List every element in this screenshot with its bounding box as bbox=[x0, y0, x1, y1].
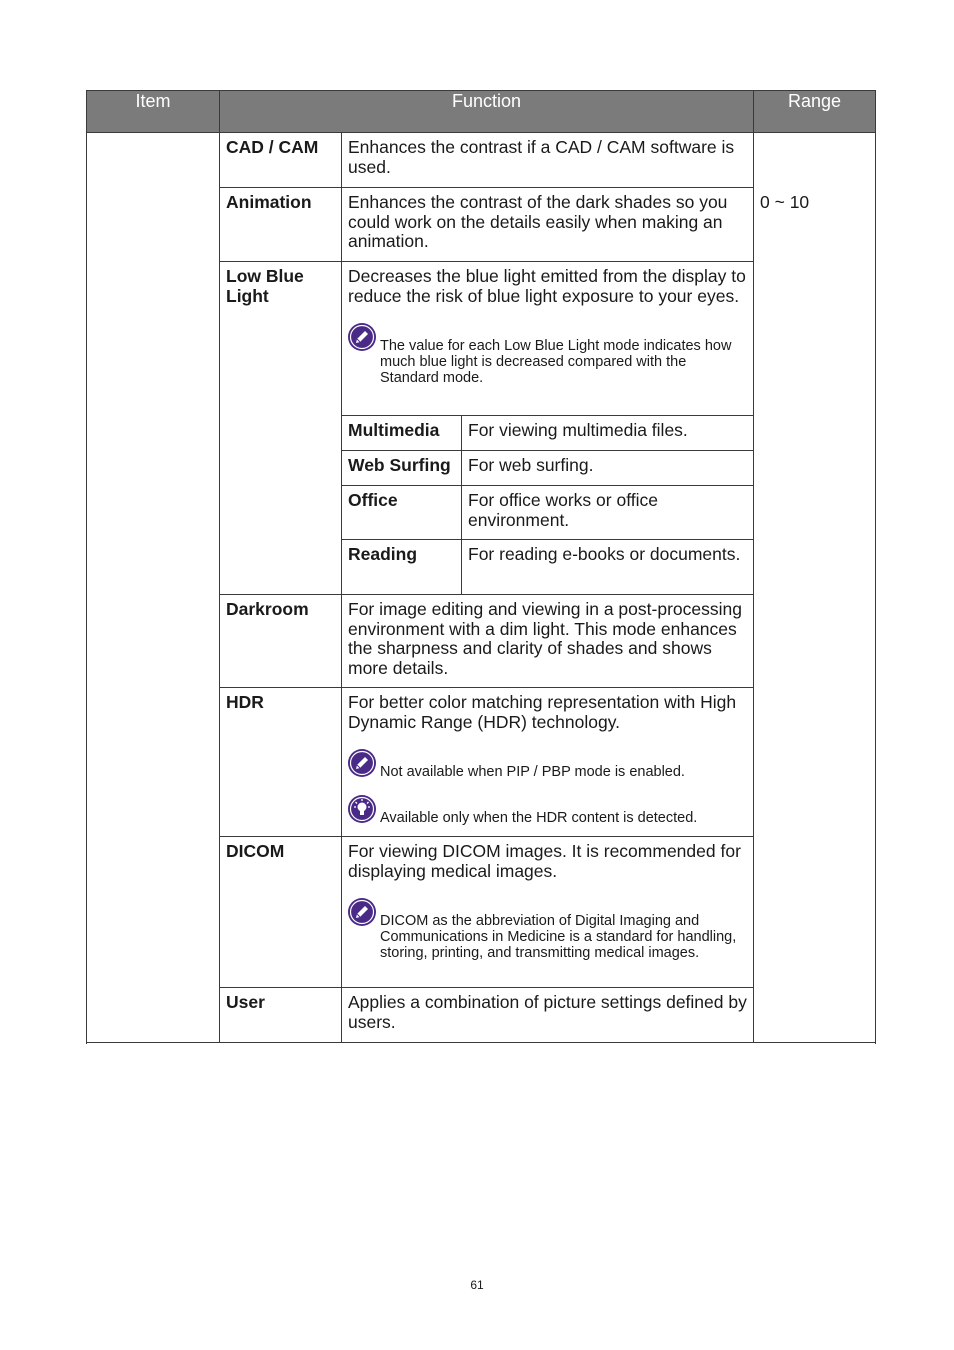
note-block bbox=[348, 748, 747, 780]
pencil-note-icon bbox=[347, 897, 377, 927]
mode-name-cell bbox=[220, 262, 342, 595]
submode-description: For reading e-books or documents. bbox=[468, 544, 741, 564]
range-value: 0 ~ 10 bbox=[760, 192, 810, 212]
mode-name: Animation bbox=[226, 192, 312, 212]
submode-description: For viewing multimedia files. bbox=[468, 420, 688, 440]
submode-name: Web Surfing bbox=[348, 455, 451, 475]
item-cell-empty bbox=[87, 133, 220, 1043]
mode-name-cell bbox=[220, 188, 342, 262]
submode-description: For web surfing. bbox=[468, 455, 594, 475]
note-text: DICOM as the abbreviation of Digital Imaging and Communications in Medicine is a standard for handling, storing, printing, and transmitting medical images. bbox=[380, 913, 737, 961]
header-range: Range bbox=[754, 91, 876, 133]
submode-name: Multimedia bbox=[348, 420, 440, 440]
submode-name-cell bbox=[342, 451, 462, 486]
picture-mode-table bbox=[86, 90, 876, 1043]
mode-desc-cell bbox=[342, 188, 754, 262]
mode-description: Enhances the contrast of the dark shades so you could work on the details easily when making an animation. bbox=[348, 192, 728, 251]
submode-desc-cell bbox=[462, 486, 754, 540]
submode-name-cell bbox=[342, 486, 462, 540]
mode-name: CAD / CAM bbox=[226, 137, 319, 157]
submode-name: Office bbox=[348, 490, 398, 510]
submode-desc-cell bbox=[462, 540, 754, 595]
header-item: Item bbox=[87, 91, 220, 133]
lightbulb-tip-icon bbox=[347, 794, 377, 824]
note-block bbox=[348, 322, 747, 386]
submode-name: Reading bbox=[348, 544, 418, 564]
mode-description: For viewing DICOM images. It is recommended for displaying medical images. bbox=[348, 841, 741, 881]
mode-name: Low Blue Light bbox=[226, 266, 304, 306]
submode-name-cell bbox=[342, 416, 462, 451]
mode-description: Decreases the blue light emitted from the display to reduce the risk of blue light exposure to your eyes. bbox=[348, 266, 746, 306]
tip-text: Available only when the HDR content is detected. bbox=[380, 810, 698, 826]
table-header-row bbox=[87, 91, 876, 133]
mode-name-cell bbox=[220, 837, 342, 988]
mode-name: User bbox=[226, 992, 265, 1012]
mode-name: DICOM bbox=[226, 841, 285, 861]
mode-name-cell bbox=[220, 688, 342, 837]
mode-name-cell bbox=[220, 988, 342, 1043]
note-text: Not available when PIP / PBP mode is enabled. bbox=[380, 764, 685, 780]
tip-block bbox=[348, 794, 747, 826]
submode-name-cell bbox=[342, 540, 462, 595]
mode-description: Applies a combination of picture settings defined by users. bbox=[348, 992, 747, 1032]
mode-desc-cell bbox=[342, 837, 754, 988]
header-function: Function bbox=[220, 91, 754, 133]
mode-desc-cell bbox=[342, 988, 754, 1043]
submode-desc-cell bbox=[462, 451, 754, 486]
note-block bbox=[348, 897, 747, 961]
pencil-note-icon bbox=[347, 748, 377, 778]
mode-desc-cell bbox=[342, 595, 754, 688]
mode-description: For better color matching representation with High Dynamic Range (HDR) technology. bbox=[348, 692, 737, 732]
mode-name: Darkroom bbox=[226, 599, 309, 619]
range-cell bbox=[754, 133, 876, 1043]
mode-name-cell bbox=[220, 133, 342, 188]
page-number: 61 bbox=[470, 1278, 484, 1292]
mode-name: HDR bbox=[226, 692, 264, 712]
mode-description: Enhances the contrast if a CAD / CAM software is used. bbox=[348, 137, 735, 177]
submode-description: For office works or office environment. bbox=[468, 490, 658, 530]
submode-desc-cell bbox=[462, 416, 754, 451]
table-row bbox=[87, 133, 876, 188]
mode-desc-cell bbox=[342, 262, 754, 416]
mode-desc-cell bbox=[342, 688, 754, 837]
mode-desc-cell bbox=[342, 133, 754, 188]
mode-description: For image editing and viewing in a post-processing environment with a dim light. This mode enhances the sharpness and clarity of shades and shows more details. bbox=[348, 599, 742, 678]
note-text: The value for each Low Blue Light mode indicates how much blue light is decreased compared with the Standard mode. bbox=[380, 338, 732, 386]
pencil-note-icon bbox=[347, 322, 377, 352]
mode-name-cell bbox=[220, 595, 342, 688]
